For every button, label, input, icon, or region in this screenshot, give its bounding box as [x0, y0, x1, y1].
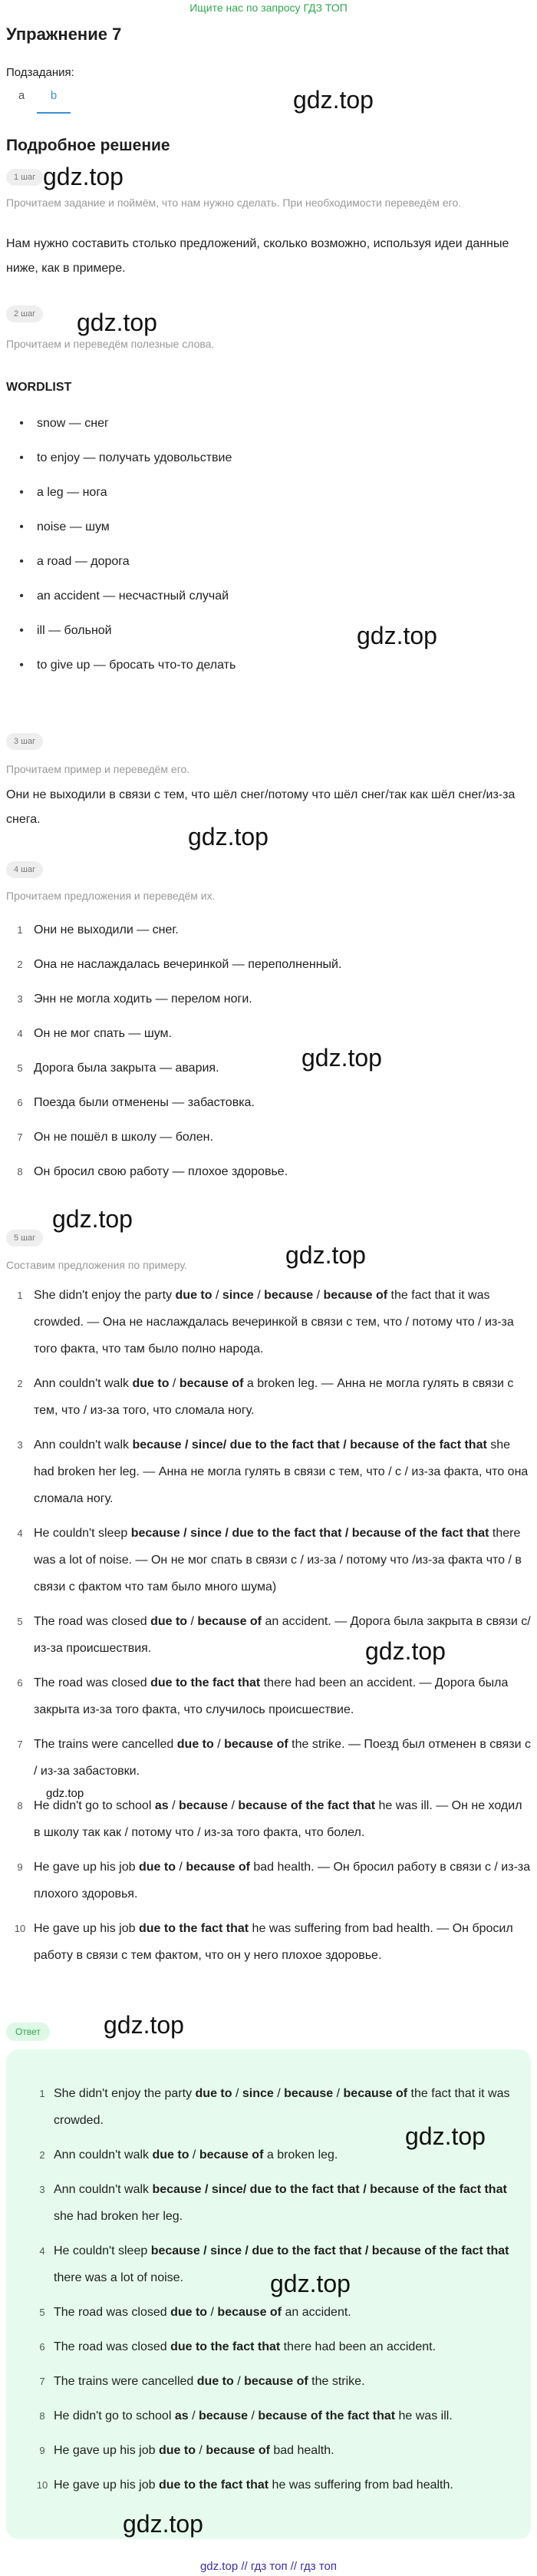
watermark: gdz.top — [285, 1241, 366, 1269]
watermark: gdz.top — [365, 1637, 446, 1665]
list-item: • a leg — нога — [19, 486, 107, 499]
wordlist — [6, 414, 528, 691]
watermark: gdz.top — [43, 163, 124, 190]
list-item: 5 The road was closed due to / because of an accident. — [39, 2306, 351, 2319]
list-item: • snow — снег — [19, 417, 109, 430]
list-item: • to enjoy — получать удовольствие — [19, 451, 232, 464]
list-item: 8 He didn't go to school as / because / because of the fact that he was ill. — [39, 2409, 453, 2422]
list-item: 9 He gave up his job due to / because of bad health. — Он бросил работу в связи с / из-за плохого здоровья. — [17, 1861, 531, 1901]
step-hint: Прочитаем задание и поймём, что нам нужно сделать. При необходимости переведём его. — [6, 197, 462, 209]
list-item: 2 Ann couldn't walk due to / because of a broken leg. — [39, 2148, 338, 2162]
subtask-tabs — [6, 84, 71, 114]
list-item: 7 The trains were cancelled due to / because of the strike. — Поезд был отменен в связи с / из-за забастовки. — [17, 1738, 531, 1778]
list-item: 3 Ann couldn't walk because / since/ due to the fact that / because of the fact that she had broken her leg. — Анна не могла гулять в связи с тем, что / с / из-за факта, что она сломала ногу. — [17, 1438, 529, 1505]
list-item: • to give up — бросать что-то делать — [19, 659, 236, 672]
watermark: gdz.top — [77, 309, 157, 336]
list-item: 7 Он не пошёл в школу — болен. — [17, 1131, 213, 1144]
wordlist-title: WORDLIST — [6, 381, 72, 394]
list-item: 7 The trains were cancelled due to / because of the strike. — [39, 2375, 365, 2388]
list-item: 1 She didn't enjoy the party due to / since / because / because of the fact that it was crowded. — [39, 2087, 510, 2127]
list-item: 4 He couldn't sleep because / since / due to the fact that / because of the fact that there was a lot of noise. — [39, 2244, 509, 2284]
list-item: 6 The road was closed due to the fact that there had been an accident. — [39, 2340, 437, 2353]
answer-badge: Ответ — [6, 2023, 50, 2041]
step-text: Нам нужно составить столько предложений, сколько возможно, используя идеи данные ниже, как в примере. — [6, 237, 509, 275]
watermark: gdz.top — [357, 622, 437, 649]
list-item: 2 Она не наслаждалась вечеринкой — переполненный. — [17, 958, 342, 971]
step-hint: Прочитаем и переведём полезные слова. — [6, 338, 215, 350]
step-hint: Прочитаем предложения и переведём их. — [6, 890, 216, 902]
step-hint: Прочитаем пример и переведём его. — [6, 763, 190, 775]
list-item: 1 She didn't enjoy the party due to / since / because / because of the fact that it was crowded. — Она не наслаждалась вечеринкой в связи с тем, что / потому что / из-за того факта, что там было полно народа. — [17, 1289, 514, 1356]
list-item: 6 Поезда были отменены — забастовка. — [17, 1096, 255, 1109]
step-badge: 1 шаг — [6, 169, 43, 186]
list-item: 5 Дорога была закрыта — авария. — [17, 1062, 219, 1075]
watermark: gdz.top — [52, 1205, 133, 1233]
promo-banner[interactable]: Ищите нас по запросу ГДЗ ТОП — [189, 2, 348, 14]
watermark: gdz.top — [301, 1044, 382, 1072]
step-text: Они не выходили в связи с тем, что шёл снег/потому что шёл снег/так как шёл снег/из-за снега. — [6, 788, 516, 826]
step-badge: 3 шаг — [6, 733, 43, 750]
watermark: gdz.top — [46, 1787, 84, 1800]
list-item: 2 Ann couldn't walk due to / because of a broken leg. — Анна не могла гулять в связи с тем, что / из-за того, что сломала ногу. — [17, 1377, 514, 1417]
list-item: • noise — шум — [19, 520, 110, 533]
watermark: gdz.top — [123, 2510, 203, 2538]
page-title: Упражнение 7 — [6, 25, 122, 44]
watermark: gdz.top — [405, 2122, 486, 2150]
list-item: 9 He gave up his job due to / because of bad health. — [39, 2444, 334, 2457]
subtasks-label: Подзадания: — [6, 66, 74, 79]
list-item: 5 The road was closed due to / because of an accident. — Дорога была закрыта в связи с/из-за происшествия. — [17, 1615, 531, 1655]
list-item: 6 The road was closed due to the fact that there had been an accident. — Дорога была закрыта из-за того факта, что случилось происшествие. — [17, 1676, 509, 1716]
list-item: 4 He couldn't sleep because / since / due to the fact that / because of the fact that there was a lot of noise. — Он не мог спать в связи с / из-за / потому что /из-за факта что / в связи с фактом что там было много шума) — [17, 1527, 522, 1593]
list-item: 10 He gave up his job due to the fact that he was suffering from bad health. — [36, 2479, 453, 2492]
step-badge: 5 шаг — [6, 1230, 43, 1247]
tab-b[interactable]: b — [37, 84, 71, 114]
translations-list — [6, 921, 531, 1197]
list-item: 8 He didn't go to school as / because / because of the fact that he was ill. — Он не ходил в школу так как / потому что / из-за того факта, что болел. — [17, 1799, 522, 1839]
list-item: 3 Энн не могла ходить — перелом ноги. — [17, 992, 252, 1006]
step-hint: Составим предложения по примеру. — [6, 1259, 187, 1271]
watermark: gdz.top — [270, 2270, 351, 2297]
list-item: • ill — больной — [19, 624, 112, 637]
list-item: • an accident — несчастный случай — [19, 590, 229, 603]
step-badge: 4 шаг — [6, 861, 43, 878]
list-item: 4 Он не мог спать — шум. — [17, 1027, 172, 1040]
list-item: 8 Он бросил свою работу — плохое здоровье. — [17, 1165, 288, 1178]
list-item: 3 Ann couldn't walk because / since/ due to the fact that / because of the fact that she had broken her leg. — [39, 2183, 507, 2223]
list-item: 1 Они не выходили — снег. — [17, 923, 179, 936]
watermark: gdz.top — [188, 823, 268, 850]
list-item: • a road — дорога — [19, 555, 130, 568]
watermark: gdz.top — [293, 86, 374, 114]
sentences-list — [6, 1282, 531, 1969]
step-badge: 2 шаг — [6, 305, 43, 322]
solution-title: Подробное решение — [6, 137, 170, 154]
footer-links[interactable]: gdz.top // гдз топ // гдз топ — [199, 2560, 338, 2573]
list-item: 10 He gave up his job due to the fact that he was suffering from bad health. — Он бросил работу в связи с тем фактом, что он у него плохое здоровье. — [14, 1922, 513, 1962]
watermark: gdz.top — [104, 2011, 184, 2039]
tab-a[interactable]: a — [18, 89, 25, 102]
